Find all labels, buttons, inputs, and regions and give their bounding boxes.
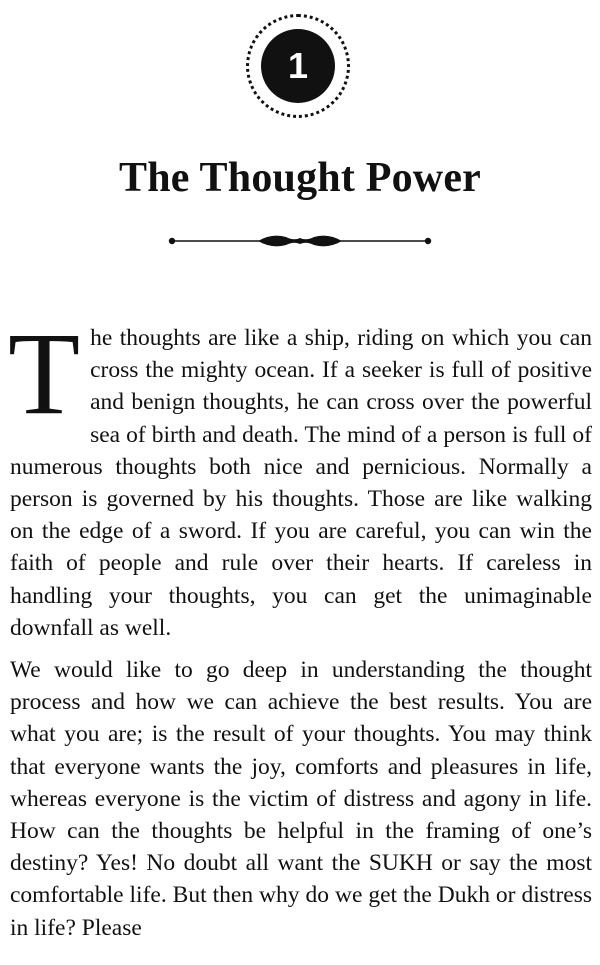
chapter-body <box>8 308 592 944</box>
chapter-number-badge <box>246 14 350 118</box>
paragraph-text: he thoughts are like a ship, riding on which you can cross the mighty ocean. If a seeker is full of positive and benign thoughts, he can cross over the powerful sea of birth and death. The mind of a person is full of numerous thoughts both nice and pernicious. Normally a person is governed by his thoughts. Those are like walking on the edge of a sword. If you are careful, you can win the faith of people and rule over their hearts. If careless in handling your thoughts, you can get the unimaginable downfall as well. <box>10 325 592 641</box>
body-paragraph: We would like to go deep in understanding the thought process and how we can achieve the best results. You are what you are; is the result of your thoughts. You may think that everyone wants the joy, comforts and pleasures in life, whereas everyone is the victim of distress and agony in life. How can the thoughts be helpful in the framing of one’s destiny? Yes! No doubt all want the SUKH or say the most comfortable life. But then why do we get the Dukh or distress in life? Please <box>10 657 592 941</box>
drop-cap: T <box>8 308 81 439</box>
chapter-number: 1 <box>261 29 335 103</box>
chapter-title: The Thought Power <box>119 155 481 201</box>
body-paragraph <box>8 308 592 644</box>
divider-ornament <box>168 231 432 251</box>
